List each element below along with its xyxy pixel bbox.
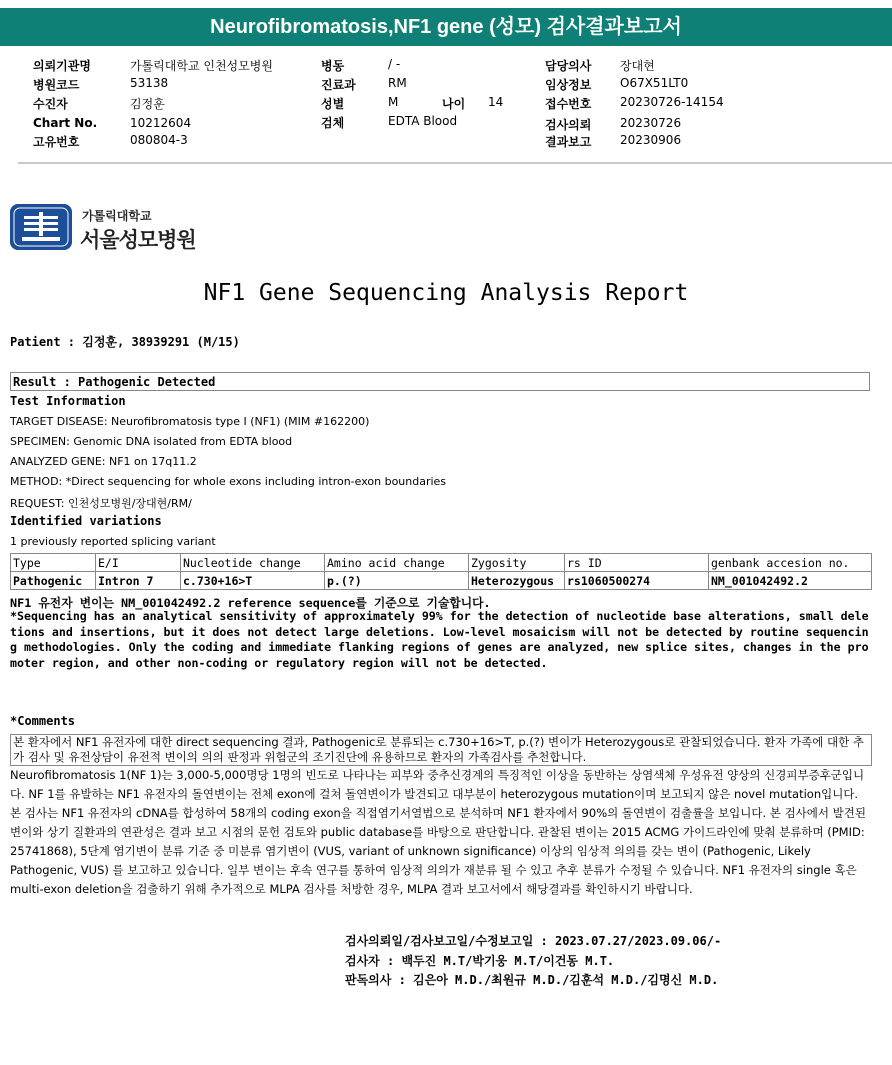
examinee-label: 수진자 (33, 97, 68, 111)
receipt-no-value: 20230726-14154 (620, 95, 724, 109)
receipt-no-label: 접수번호 (545, 97, 592, 111)
cell-rs-id: rs1060500274 (565, 572, 709, 590)
sensitivity-note: *Sequencing has an analytical sensitivity of approximately 99% for the detection of nucleotide base alterations, small deletions and insertions, but it does not detect large deletions. Low-level mosaicism will not be detected by routine sequencing methodologies. Only the coding and immediate flanking regions of genes are analyzed, new splice sites, changes in the promoter region, and other non-coding or regulatory region will not be detected. (10, 609, 869, 670)
col-nucleotide-change: Nucleotide change (181, 554, 325, 572)
unique-no-value: 080804-3 (130, 133, 188, 147)
col-genbank: genbank accesion no. (709, 554, 872, 572)
hospital-logo (10, 204, 210, 250)
specimen-value: EDTA Blood (388, 114, 458, 128)
variant-table-header (11, 554, 872, 572)
ward-label: 병동 (321, 59, 345, 73)
logo-university-name: 가톨릭대학교 (82, 209, 152, 223)
comments-body: Neurofibromatosis 1(NF 1)는 3,000-5,000명당 1명의 빈도로 나타나는 피부와 중추신경계의 특징적인 이상을 동반하는 상염색체 우성유전 양상의 신경피부증후군입니다. NF 1를 유발하는 NF1 유전자의 돌연변이는 전체 exon에 걸쳐 돌연변이가 발견되고 대부분이 heterozygous mutation이며 보고되지 않은 novel mutation입니다. 본 검사는 NF1 유전자의 cDNA를 합성하여 58개의 coding exon을 직접염기서열법으로 분석하며 NF1 환자에서 90%의 돌연변이 검출률을 보입니다. 본 검사에서 발견된 변이와 상기 질환과의 연관성은 결과 보고 시점의 문헌 검토와 public database를 바탕으로 판단합니다. 관찰된 변이는 2015 ACMG 가이드라인에 맞춰 분류하며 (PMID: 25741868), 5단계 염기변이 분류 기준 중 미분류 염기변이 (VUS, variant of unknown significance) 이상의 임상적 의의를 갖는 변이 (Pathogenic, Likely Pathogenic, VUS) 를 보고하고 있습니다. 일부 변이는 후속 연구를 통하여 임상적 의의가 재분류 될 수 있고 추후 분류가 수정될 수 있습니다. NF1 유전자의 single 혹은 multi-exon deletion을 검출하기 위해 추가적으로 MLPA 검사를 처방한 경우, MLPA 결과 보고서에서 해당결과를 확인하시기 바랍니다. (10, 768, 866, 896)
unique-no-label: 고유번호 (33, 135, 80, 149)
signature-dates: 검사의뢰일/검사보고일/수정보고일 : 2023.07.27/2023.09.06/- (345, 934, 722, 948)
sex-value: M (388, 95, 399, 109)
col-rs-id: rs ID (565, 554, 709, 572)
specimen-label: 검체 (321, 116, 345, 130)
test-info-heading: Test Information (10, 394, 126, 408)
table-row (11, 572, 872, 590)
sex-label: 성별 (321, 97, 345, 111)
reference-note: NF1 유전자 변이는 NM_001042492.2 reference sequence를 기준으로 기술합니다. (10, 596, 491, 610)
method-line: METHOD: *Direct sequencing for whole exons including intron-exon boundaries (10, 475, 447, 488)
signature-doctors: 판독의사 : 김은아 M.D./최원규 M.D./김훈석 M.D./김명신 M.D. (345, 973, 719, 987)
cell-type: Pathogenic (11, 572, 96, 590)
chart-no-value: 10212604 (130, 116, 192, 130)
signature-technicians: 검사자 : 백두진 M.T/박기웅 M.T/이건동 M.T. (345, 954, 615, 968)
comments-summary-box: 본 환자에서 NF1 유전자에 대한 direct sequencing 결과, Pathogenic로 분류되는 c.730+16>T, p.(?) 변이가 Heterozygous로 관찰되었습니다. 환자 가족에 대한 추가 검사 및 유전상담이 유전적 변이의 의의 판정과 위험군의 조기진단에 유용하므로 환자의 가족검사를 추천합니다. (10, 734, 872, 766)
hospital-code-value: 53138 (130, 76, 169, 90)
comments-heading: *Comments (10, 714, 76, 728)
catholic-university-emblem-icon (10, 204, 72, 250)
variant-table (10, 553, 872, 590)
logo-hospital-name: 서울성모병원 (80, 228, 196, 252)
col-exon-intron: E/I (96, 554, 181, 572)
col-amino-acid-change: Amino acid change (325, 554, 469, 572)
variant-summary-line: 1 previously reported splicing variant (10, 535, 216, 548)
cell-exon-intron: Intron 7 (96, 572, 181, 590)
report-date-value: 20230906 (620, 133, 682, 147)
result-box: Result : Pathogenic Detected (10, 372, 870, 391)
target-disease-line: TARGET DISEASE: Neurofibromatosis type I (NF1) (MIM #162200) (10, 415, 370, 428)
report-header-title: Neurofibromatosis,NF1 gene (성모) 검사결과보고서 (0, 8, 892, 46)
specimen-line: SPECIMEN: Genomic DNA isolated from EDTA blood (10, 435, 293, 448)
doctor-label: 담당의사 (545, 59, 592, 73)
analyzed-gene-line: ANALYZED GENE: NF1 on 17q11.2 (10, 455, 197, 468)
ward-value: / - (388, 57, 401, 71)
examinee-value: 김정훈 (130, 97, 165, 111)
request-line: REQUEST: 인천성모병원/장대현/RM/ (10, 497, 192, 510)
request-date-label: 검사의뢰 (545, 118, 592, 132)
age-label: 나이 (442, 97, 466, 111)
report-title: NF1 Gene Sequencing Analysis Report (203, 280, 689, 306)
clinical-info-value: O67X51LT0 (620, 76, 689, 90)
col-zygosity: Zygosity (469, 554, 565, 572)
clinical-info-label: 임상정보 (545, 78, 592, 92)
hospital-code-label: 병원코드 (33, 78, 80, 92)
patient-line: Patient : 김정훈, 38939291 (M/15) (10, 335, 240, 349)
cell-zygosity: Heterozygous (469, 572, 565, 590)
header-divider (18, 162, 892, 164)
cell-nucleotide-change: c.730+16>T (181, 572, 325, 590)
request-date-value: 20230726 (620, 116, 682, 130)
patient-info-panel (0, 54, 892, 154)
dept-label: 진료과 (321, 78, 356, 92)
identified-variations-heading: Identified variations (10, 514, 162, 528)
requesting-org-label: 의뢰기관명 (33, 59, 91, 73)
dept-value: RM (388, 76, 407, 90)
chart-no-label: Chart No. (33, 116, 98, 130)
age-value: 14 (488, 95, 504, 109)
cell-genbank: NM_001042492.2 (709, 572, 872, 590)
col-type: Type (11, 554, 96, 572)
cell-amino-acid-change: p.(?) (325, 572, 469, 590)
requesting-org-value: 가톨릭대학교 인천성모병원 (130, 59, 273, 73)
doctor-value: 장대현 (620, 59, 655, 73)
report-date-label: 결과보고 (545, 135, 592, 149)
